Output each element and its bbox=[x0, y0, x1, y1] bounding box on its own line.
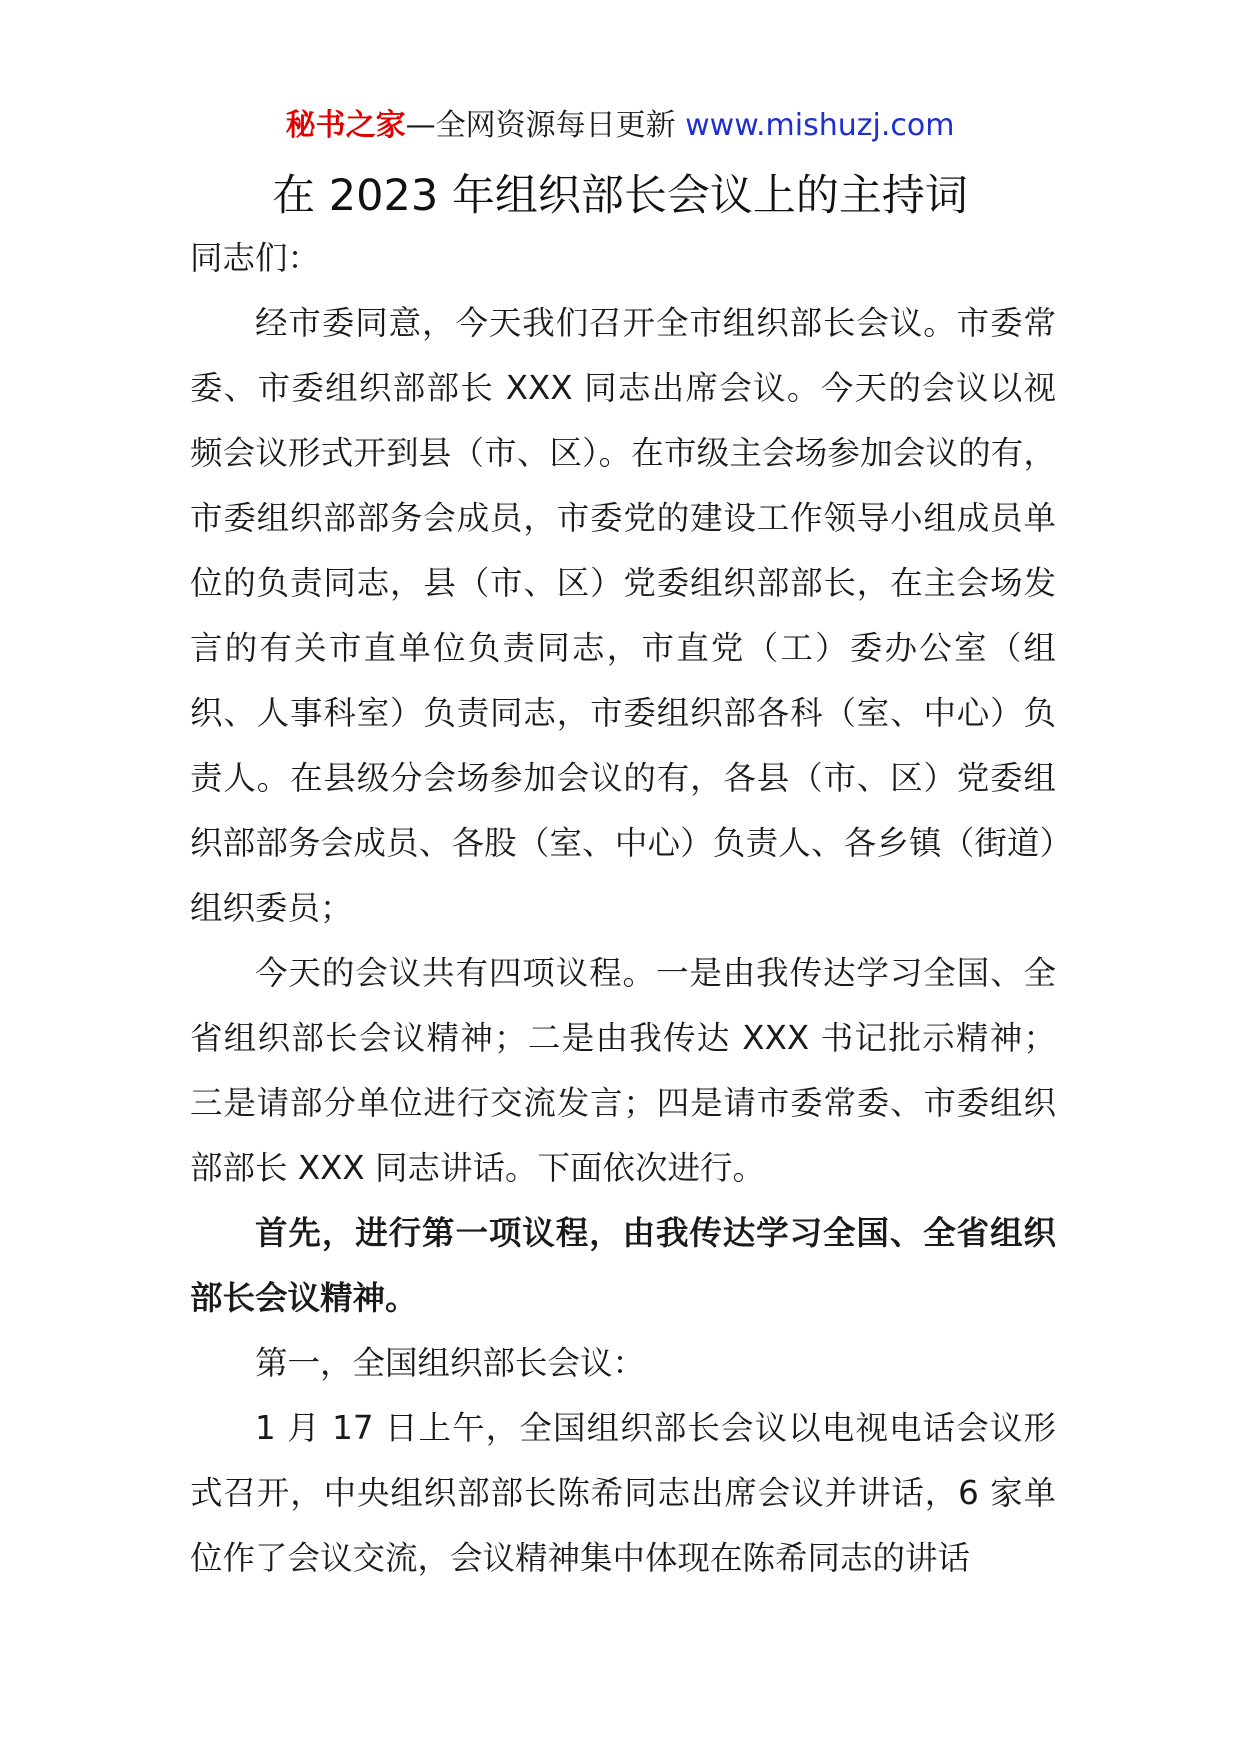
site-header bbox=[0, 104, 1240, 148]
paragraph-national-meeting-detail: 1 月 17 日上午，全国组织部长会议以电视电话会议形式召开，中央组织部部长陈希同志出席会议并讲话，6 家单位作了会议交流，会议精神集中体现在陈希同志的讲话 bbox=[190, 1409, 1056, 1577]
site-brand: 秘书之家 bbox=[285, 108, 406, 143]
paragraph-national-meeting-heading: 第一，全国组织部长会议： bbox=[255, 1344, 646, 1382]
site-tagline: —全网资源每日更新 bbox=[405, 108, 686, 143]
document-body bbox=[190, 226, 1056, 1591]
paragraph-first-item-heading: 首先，进行第一项议程，由我传达学习全国、全省组织部长会议精神。 bbox=[190, 1214, 1056, 1317]
document-title: 在 2023 年组织部长会议上的主持词 bbox=[272, 171, 968, 221]
paragraph-attendees: 经市委同意，今天我们召开全市组织部长会议。市委常委、市委组织部部长 XXX 同志出席会议。今天的会议以视频会议形式开到县（市、区）。在市级主会场参加会议的有，市委组织部部务会成员，市委党的建设工作领导小组成员单位的负责同志，县（市、区）党委组织部部长，在主会场发言的有关市直单位负责同志，市直党（工）委办公室（组织、人事科室）负责同志，市委组织部各科（室、中心）负责人。在县级分会场参加会议的有，各县（市、区）党委组织部部务会成员、各股（室、中心）负责人、各乡镇（街道）组织委员； bbox=[190, 304, 1056, 927]
site-url-link[interactable]: www.mishuzj.com bbox=[685, 108, 955, 143]
salutation: 同志们： bbox=[190, 239, 321, 277]
paragraph-agenda: 今天的会议共有四项议程。一是由我传达学习全国、全省组织部长会议精神；二是由我传达 XXX 书记批示精神；三是请部分单位进行交流发言；四是请市委常委、市委组织部部长 XXX 同志讲话。下面依次进行。 bbox=[190, 954, 1056, 1187]
